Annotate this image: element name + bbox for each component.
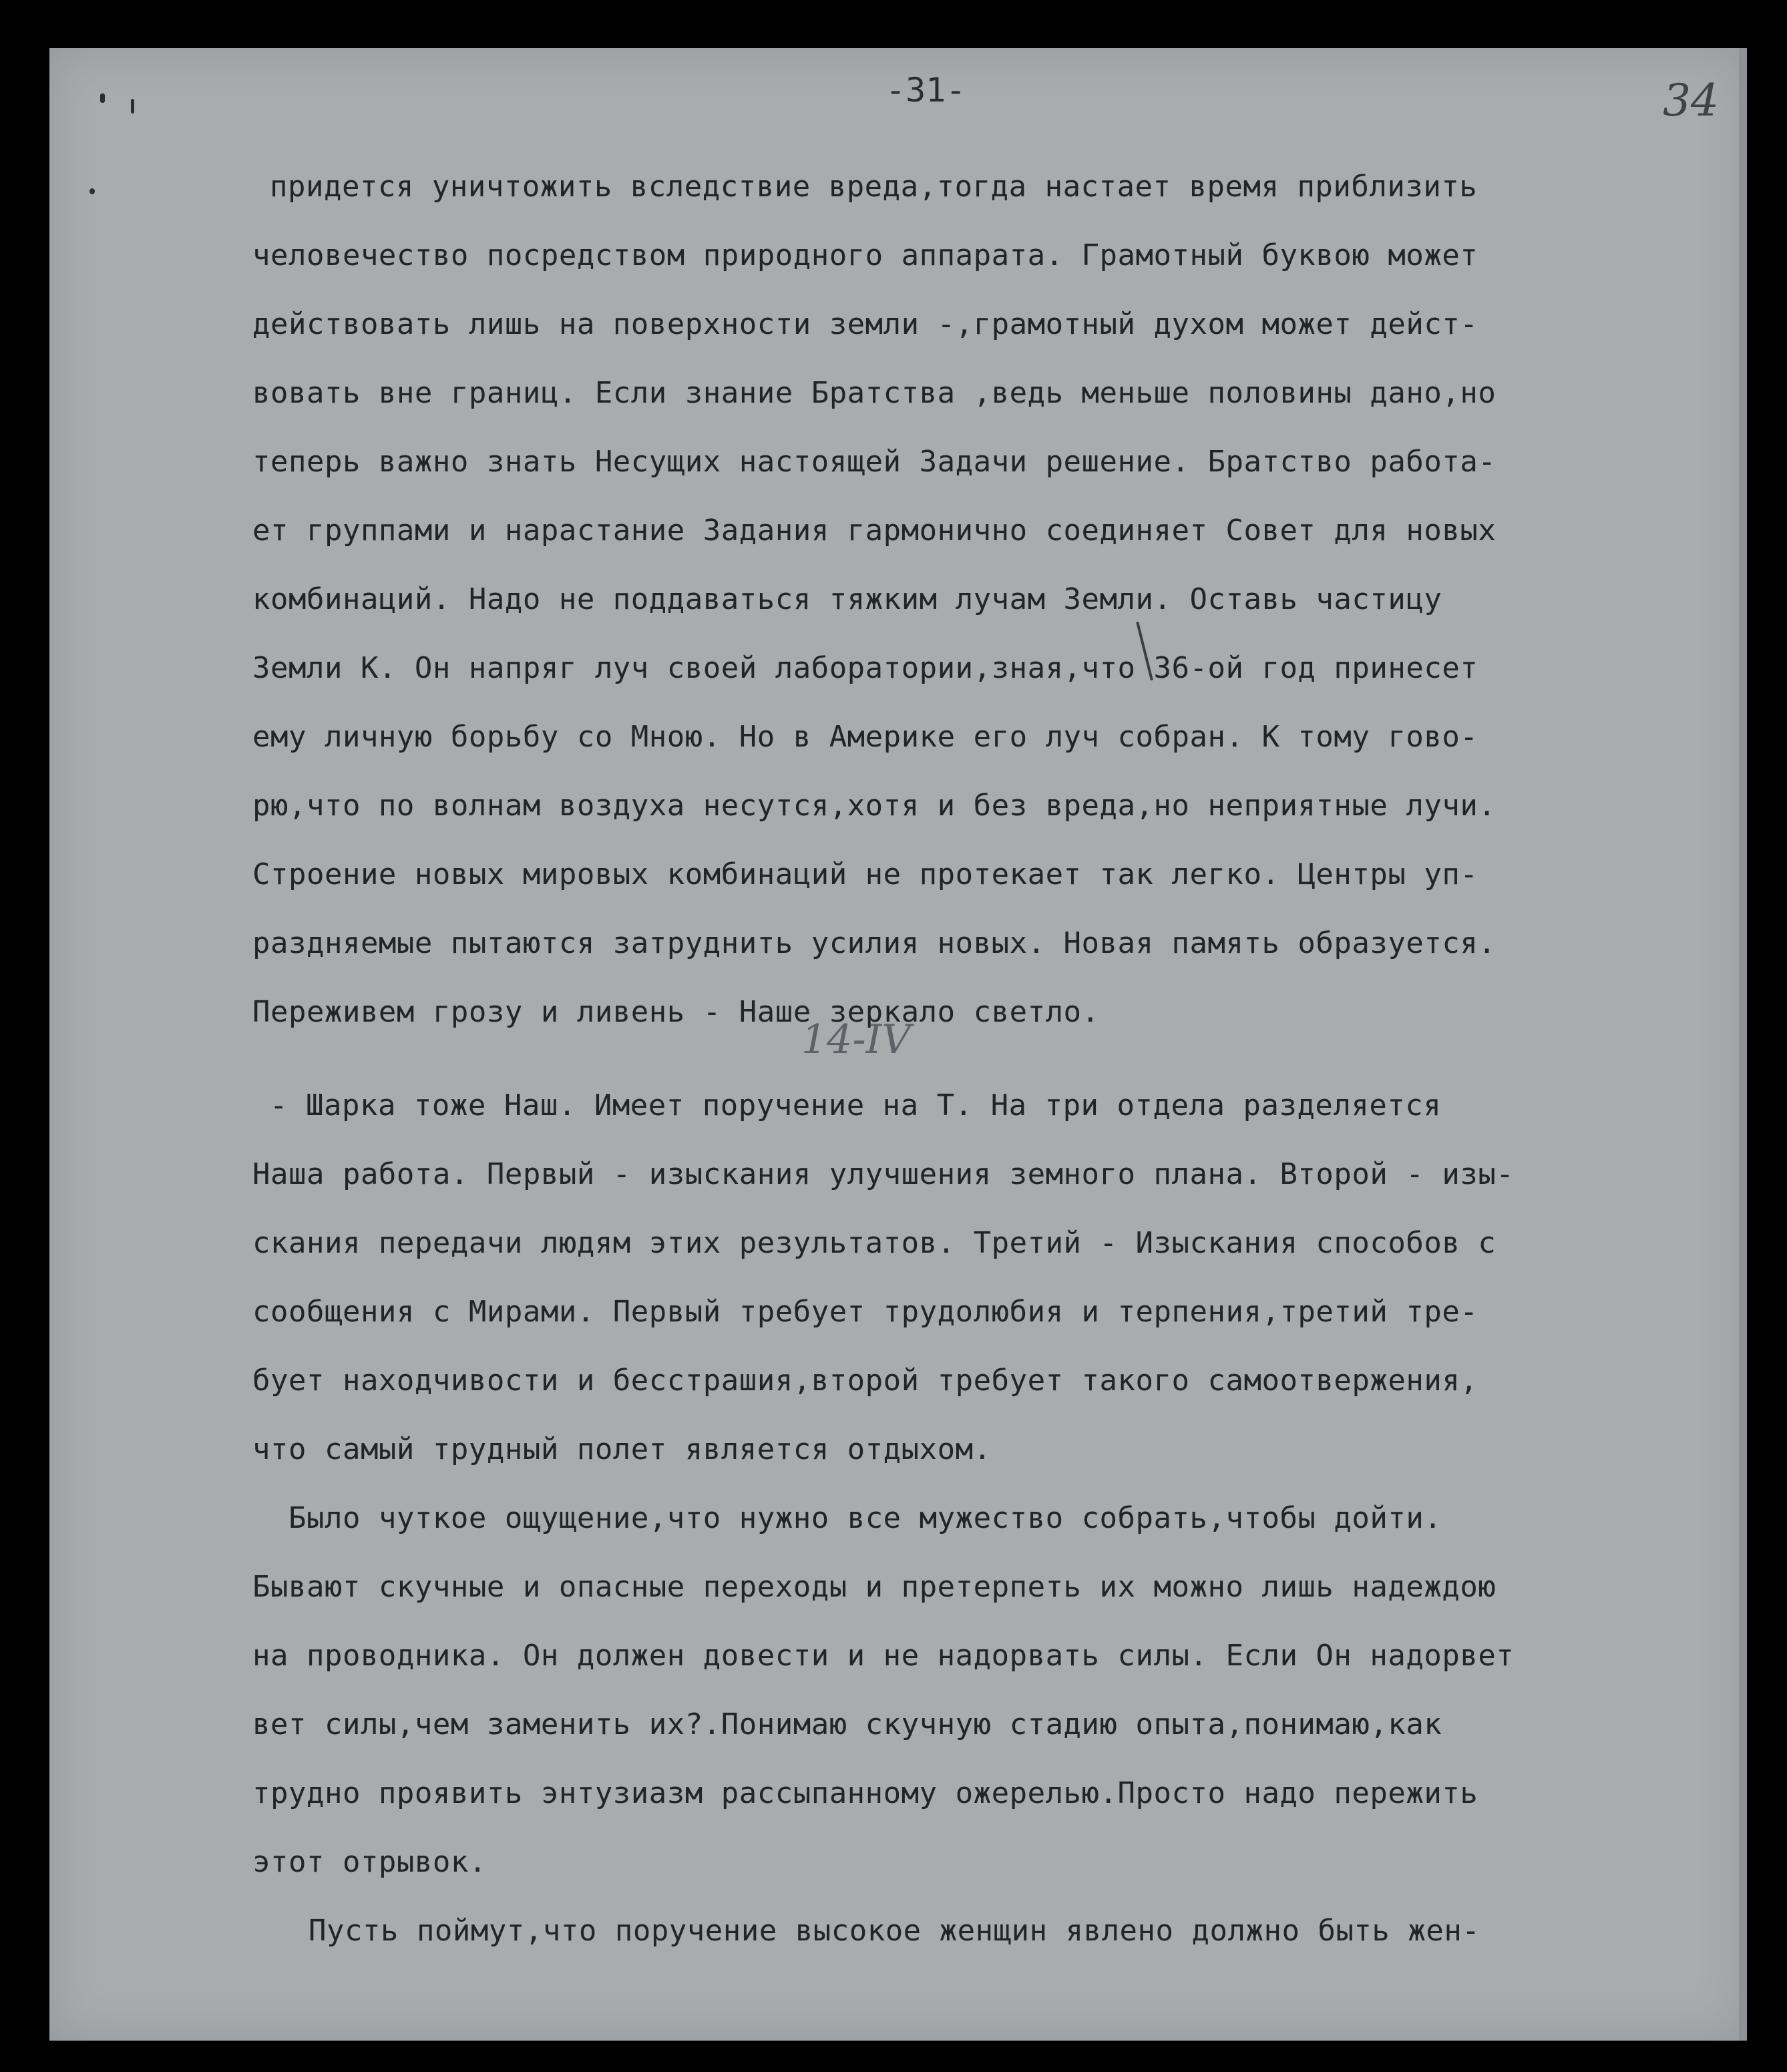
text-line: Переживем грозу и ливень - Наше зеркало светло. [252, 995, 1100, 1029]
text-line: раздняемые пытаются затруднить усилия новых. Новая память образуется. [252, 926, 1497, 960]
text-line: бует находчивости и бесстрашия,второй требует такого самоотвержения, [252, 1364, 1478, 1398]
text-line: этот отрывок. [252, 1845, 487, 1879]
text-line: Земли К. Он напряг луч своей лаборатории,зная,что 36-ой год принесет [252, 651, 1478, 685]
text-line: Пусть поймут,что поручение высокое женщин явлено должно быть жен- [309, 1914, 1480, 1948]
text-line: Наша работа. Первый - изыскания улучшения земного плана. Второй - изы- [252, 1157, 1515, 1191]
margin-mark-top-right [131, 99, 134, 114]
text-line: что самый трудный полет является отдыхом. [252, 1432, 992, 1466]
text-line: Было чуткое ощущение,что нужно все мужество собрать,чтобы дойти. [288, 1501, 1442, 1535]
text-line: действовать лишь на поверхности земли -,грамотный духом может дейст- [252, 307, 1478, 341]
sheet-edge [1739, 48, 1747, 2041]
text-line: скания передачи людям этих результатов. Третий - Изыскания способов с [252, 1226, 1497, 1260]
margin-mark-dot [89, 188, 95, 194]
text-line: ему личную борьбу со Мною. Но в Америке его луч собран. К тому гово- [252, 720, 1478, 754]
text-line: комбинаций. Надо не поддаваться тяжким лучам Земли. Оставь частицу [252, 582, 1442, 616]
margin-mark-top [100, 93, 105, 103]
text-line: на проводника. Он должен довести и не надорвать силы. Если Он надорвет [252, 1639, 1515, 1673]
text-line: человечество посредством природного аппарата. Грамотный буквою может [252, 238, 1478, 272]
text-line: вет силы,чем заменить их?.Понимаю скучную стадию опыта,понимаю,как [252, 1707, 1442, 1741]
text-line: Строение новых мировых комбинаций не протекает так легко. Центры уп- [252, 857, 1478, 891]
text-line: рю,что по волнам воздуха несутся,хотя и без вреда,но неприятные лучи. [252, 789, 1497, 823]
text-line: теперь важно знать Несущих настоящей Задачи решение. Братство работа- [252, 445, 1497, 479]
text-line: придется уничтожить вследствие вреда,тогда настает время приблизить [270, 170, 1478, 204]
text-line: трудно проявить энтузиазм рассыпанному ожерелью.Просто надо пережить [252, 1776, 1478, 1810]
text-line: сообщения с Мирами. Первый требует трудолюбия и терпения,третий тре- [252, 1295, 1478, 1329]
text-line: ет группами и нарастание Задания гармонично соединяет Совет для новых [252, 513, 1497, 548]
text-line: - Шарка тоже Наш. Имеет поручение на Т. На три отдела разделяется [270, 1088, 1442, 1122]
text-line: Бывают скучные и опасные переходы и претерпеть их можно лишь надеждою [252, 1570, 1497, 1604]
archive-page-number: 34 [1663, 75, 1719, 126]
text-line: вовать вне границ. Если знание Братства ,ведь меньше половины дано,но [252, 376, 1497, 410]
page-number: -31- [885, 71, 966, 110]
handwritten-date-note: 14-IV [801, 1016, 911, 1063]
